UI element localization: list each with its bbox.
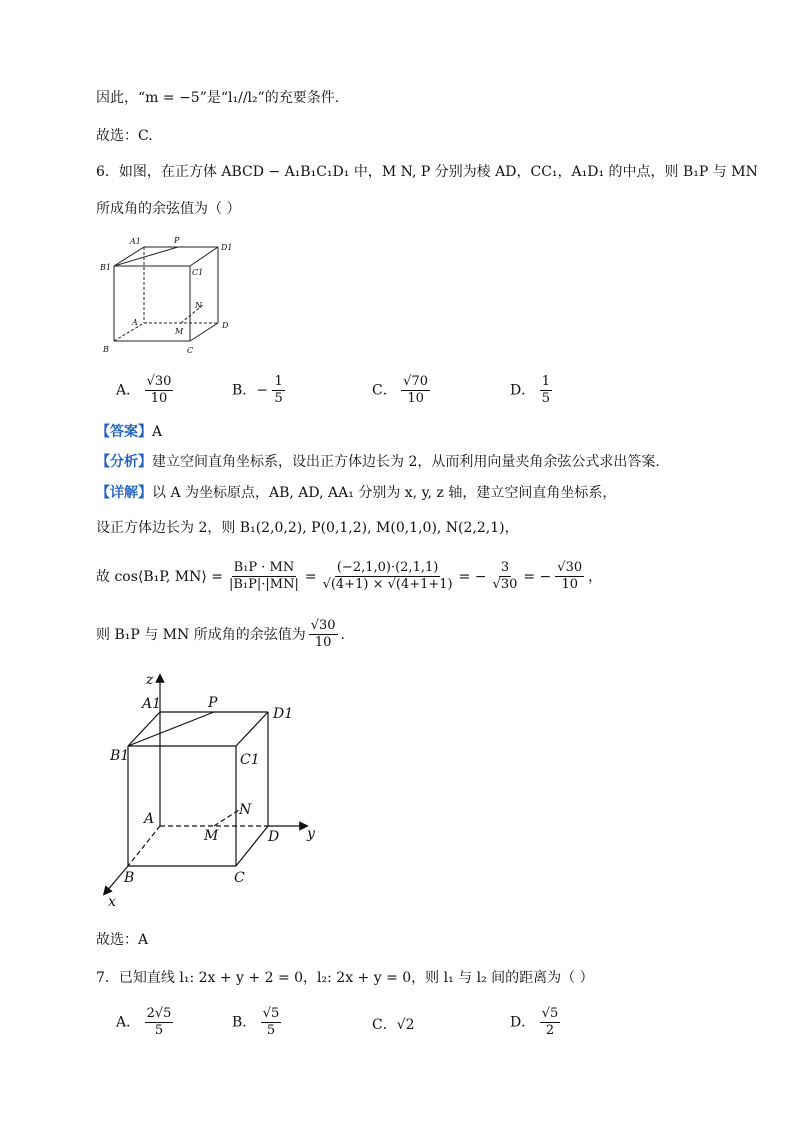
q6-small-cube-figure xyxy=(92,232,252,362)
q6-option-a: A． $\frac{√30}{10}$ xyxy=(116,374,172,406)
label-b1: B1 xyxy=(100,263,111,272)
prev-conclusion: 因此，“m = −5”是“l₁//l₂”的充要条件. xyxy=(96,90,340,106)
label-m: M xyxy=(175,327,184,336)
label-d1: D1 xyxy=(221,243,233,252)
label-p: P xyxy=(174,236,180,245)
big-label-z: z xyxy=(146,672,154,688)
q6-option-d: D． $\frac{1}{5}$ xyxy=(510,374,550,406)
big-label-x: x xyxy=(108,894,116,910)
big-label-d: D xyxy=(268,829,280,845)
q6-coords: 设正方体边长为 2，则 B₁(2,0,2), P(0,1,2), M(0,1,0), N(2,2,1)， xyxy=(96,520,519,536)
label-d: D xyxy=(222,321,229,330)
q7-stem: 7．已知直线 l₁: 2x + y + 2 = 0，l₂: 2x + y = 0，则 l₁ 与 l₂ 间的距离为（ ） xyxy=(96,970,594,986)
q6-stem-line1: 6．如图，在正方体 ABCD − A₁B₁C₁D₁ 中，M N, P 分别为棱 AD，CC₁，A₁D₁ 的中点，则 B₁P 与 MN xyxy=(96,164,758,180)
label-c: C xyxy=(187,346,194,355)
q7-option-c: C．√2 xyxy=(372,1017,415,1033)
big-label-n: N xyxy=(239,802,252,818)
q7-option-d: D． $\frac{√5}{2}$ xyxy=(510,1006,559,1038)
label-c1: C1 xyxy=(192,268,204,277)
big-label-b1: B1 xyxy=(110,748,130,764)
q6-option-b: B．− $\frac{1}{5}$ xyxy=(232,374,283,406)
q6-option-c: C． $\frac{√70}{10}$ xyxy=(372,374,428,406)
big-label-c1: C1 xyxy=(240,752,260,768)
big-label-d1: D1 xyxy=(273,706,294,722)
q7-option-b: B． $\frac{√5}{5}$ xyxy=(232,1006,280,1038)
q6-detail: 【详解】以 A 为坐标原点，AB, AD, AA₁ 分别为 x, y, z 轴，建立空间直角坐标系， xyxy=(96,485,617,501)
q6-big-cube-figure xyxy=(100,668,340,918)
big-label-y: y xyxy=(307,826,315,842)
label-a: A xyxy=(132,318,138,327)
prev-answer-line: 故选：C. xyxy=(96,128,153,144)
big-label-p: P xyxy=(208,695,218,711)
big-label-a: A xyxy=(144,811,155,827)
q6-conclusion: 则 B₁P 与 MN 所成角的余弦值为 $\frac{√30}{10}$ . xyxy=(96,618,345,650)
label-a1: A1 xyxy=(130,237,141,246)
q7-option-a: A． $\frac{2√5}{5}$ xyxy=(116,1006,172,1038)
q6-stem-line2: 所成角的余弦值为（ ） xyxy=(96,201,241,217)
q6-final: 故选：A xyxy=(96,932,149,948)
q6-answer: 【答案】A xyxy=(96,424,163,440)
q6-analysis: 【分析】建立空间直角坐标系，设出正方体边长为 2，从而利用向量夹角余弦公式求出答案. xyxy=(96,454,660,470)
big-label-b: B xyxy=(124,870,135,886)
big-label-a1: A1 xyxy=(142,696,162,712)
label-b: B xyxy=(103,345,109,354)
label-n: N xyxy=(195,301,202,310)
big-label-m: M xyxy=(204,828,219,844)
big-label-c: C xyxy=(234,870,245,886)
q6-cos-formula: 故 cos⟨B₁P, MN⟩ = $\frac{\text{B₁P · MN}}{\text{|B₁P|·|MN|}}$ = $\frac{(-2,1,0)\cdot(2,1,1)}{√(4+1) \times √(4+1+1)}$ = − $\frac{3}{√30}$ = − $\frac{√30}{10}$ ， xyxy=(96,560,603,592)
